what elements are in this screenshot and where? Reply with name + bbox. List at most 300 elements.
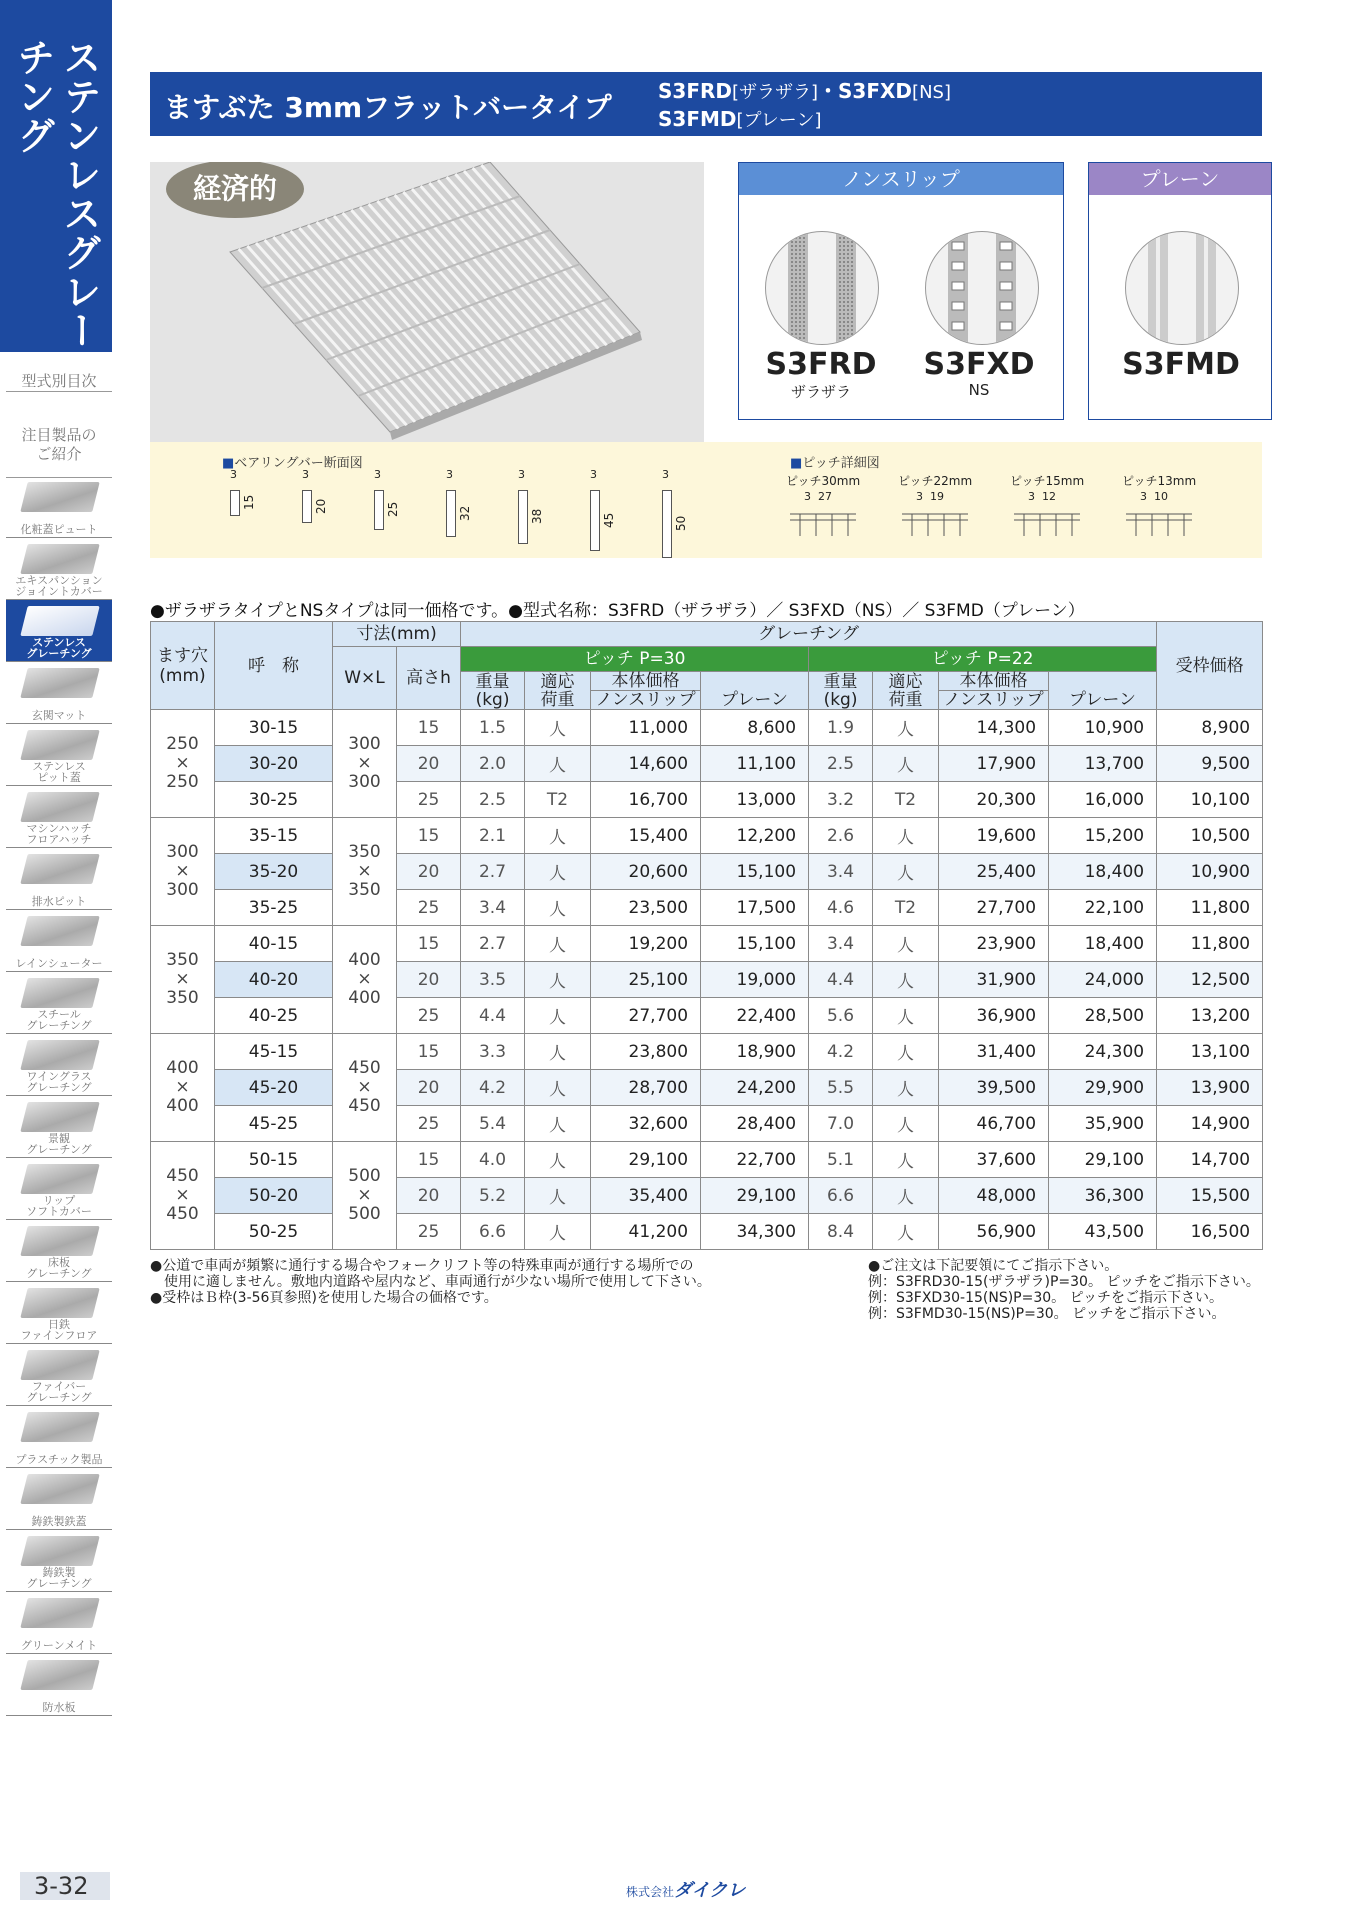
cell-weight-30: 4.2	[461, 1070, 525, 1106]
order-note-line: 例：S3FXD30-15(NS)P=30。 ピッチをご指示下さい。	[868, 1290, 1224, 1306]
cell-frame-price: 15,500	[1157, 1178, 1263, 1214]
table-row	[151, 1106, 1263, 1142]
th-name: 呼 称	[215, 622, 333, 710]
cell-load-22: 人	[873, 1178, 939, 1214]
order-note-line: 例：S3FMD30-15(NS)P=30。 ピッチをご指示下さい。	[868, 1306, 1226, 1322]
cell-frame-price: 14,900	[1157, 1106, 1263, 1142]
cell-name: 40-20	[215, 962, 333, 998]
sidebar-item[interactable]	[6, 1096, 112, 1158]
product-thumbnail	[20, 544, 99, 574]
note-line: ●公道で車両が頻繁に通行する場合やフォークリフト等の特殊車両が通行する場所での	[150, 1258, 694, 1274]
cell-height: 25	[397, 782, 461, 818]
cell-frame-price: 13,200	[1157, 998, 1263, 1034]
cell-name: 30-20	[215, 746, 333, 782]
page-number: 3-32	[20, 1872, 110, 1900]
cell-plain-22: 13,700	[1049, 746, 1157, 782]
sidebar-item[interactable]	[6, 1158, 112, 1220]
cell-name: 50-25	[215, 1214, 333, 1250]
product-thumbnail	[20, 1164, 99, 1194]
sidebar-item-label: マシンハッチ フロアハッチ	[26, 822, 92, 846]
cell-name: 35-20	[215, 854, 333, 890]
note-line: 使用に適しません。敷地内道路や屋内など、車両通行が少ない場所で使用して下さい。	[150, 1274, 711, 1290]
cell-height: 25	[397, 1106, 461, 1142]
cell-plain-30: 15,100	[701, 854, 809, 890]
cell-load-22: 人	[873, 998, 939, 1034]
cell-weight-22: 5.6	[809, 998, 873, 1034]
cell-weight-22: 2.6	[809, 818, 873, 854]
cell-name: 35-15	[215, 818, 333, 854]
cell-load-30: 人	[525, 890, 591, 926]
code-s3fxd: S3FXD	[838, 79, 913, 103]
cell-name: 40-25	[215, 998, 333, 1034]
product-thumbnail	[20, 1660, 99, 1690]
sidebar-item[interactable]	[6, 538, 112, 600]
product-thumbnail	[20, 1350, 99, 1380]
cell-plain-30: 29,100	[701, 1178, 809, 1214]
plain-type-box	[1088, 162, 1272, 420]
nonslip-header: ノンスリップ	[739, 163, 1063, 195]
sidebar-item-label: プラスチック製品	[15, 1453, 103, 1466]
th-pitch-22: ピッチ P=22	[809, 647, 1157, 672]
cell-nonslip-30: 15,400	[591, 818, 701, 854]
cell-nonslip-22: 25,400	[939, 854, 1049, 890]
cell-plain-22: 22,100	[1049, 890, 1157, 926]
cell-weight-22: 5.1	[809, 1142, 873, 1178]
cell-weight-30: 3.3	[461, 1034, 525, 1070]
cell-load-30: 人	[525, 854, 591, 890]
cell-nonslip-30: 27,700	[591, 998, 701, 1034]
cell-nonslip-22: 36,900	[939, 998, 1049, 1034]
s3fxd-sublabel: NS	[968, 381, 990, 399]
cell-plain-22: 35,900	[1049, 1106, 1157, 1142]
cell-load-22: 人	[873, 854, 939, 890]
cell-plain-30: 17,500	[701, 890, 809, 926]
pitch-dims: 3 19	[916, 490, 944, 503]
pitch-dims: 3 10	[1140, 490, 1168, 503]
sidebar-link-featured[interactable]: 注目製品のご紹介	[6, 426, 112, 478]
code-s3fmd-sub: [プレーン]	[736, 110, 822, 131]
sidebar-item-label: 床板 グレーチング	[26, 1256, 92, 1280]
cell-masu: 450 × 450	[151, 1142, 215, 1250]
cell-plain-22: 15,200	[1049, 818, 1157, 854]
table-row	[151, 890, 1263, 926]
cell-plain-22: 16,000	[1049, 782, 1157, 818]
cell-load-30: 人	[525, 926, 591, 962]
cell-load-22: 人	[873, 818, 939, 854]
sidebar-item[interactable]	[6, 1654, 112, 1716]
cell-plain-22: 18,400	[1049, 926, 1157, 962]
cell-plain-30: 18,900	[701, 1034, 809, 1070]
sidebar-item[interactable]	[6, 1592, 112, 1654]
order-note-line: 例：S3FRD30-15(ザラザラ)P=30。 ピッチをご指示下さい。	[868, 1274, 1260, 1290]
bearing-title: ■ ベアリングバー断面図	[222, 452, 363, 471]
sidebar-item-label: グリーンメイト	[20, 1639, 98, 1652]
cell-frame-price: 10,100	[1157, 782, 1263, 818]
cell-frame-price: 12,500	[1157, 962, 1263, 998]
th-plain-30: プレーン	[701, 672, 809, 710]
th-masu: ます穴 (mm)	[151, 622, 215, 710]
sidebar-item-label: ステンレス ピット蓋	[32, 760, 86, 784]
cell-nonslip-30: 14,600	[591, 746, 701, 782]
cell-plain-22: 24,000	[1049, 962, 1157, 998]
price-table	[150, 621, 1262, 1250]
product-thumbnail	[20, 1040, 99, 1070]
bearing-height: 45	[602, 512, 616, 528]
cell-load-30: 人	[525, 1142, 591, 1178]
cell-load-22: 人	[873, 746, 939, 782]
company-logo: 株式会社ダイクレ	[626, 1880, 746, 1901]
s3fmd-label: S3FMD	[1122, 347, 1240, 382]
bearing-bar-shape	[446, 490, 456, 537]
table-body	[151, 710, 1263, 1250]
pitch-label: ピッチ22mm	[898, 474, 973, 488]
cell-nonslip-30: 25,100	[591, 962, 701, 998]
cell-load-30: 人	[525, 962, 591, 998]
cell-name: 40-15	[215, 926, 333, 962]
s3fxd-texture	[925, 231, 1039, 345]
bearing-height: 20	[314, 498, 328, 514]
sidebar-item[interactable]	[6, 972, 112, 1034]
cell-load-22: 人	[873, 710, 939, 746]
cell-nonslip-22: 20,300	[939, 782, 1049, 818]
cell-masu: 300 × 300	[151, 818, 215, 926]
table-row	[151, 1178, 1263, 1214]
th-wxl: W×L	[333, 647, 397, 710]
cell-load-22: 人	[873, 1034, 939, 1070]
bearing-width: 3	[662, 468, 669, 481]
sidebar-item-label: 防水板	[42, 1701, 76, 1714]
pitch-diagram	[1122, 472, 1222, 503]
cell-name: 45-20	[215, 1070, 333, 1106]
cell-weight-30: 2.5	[461, 782, 525, 818]
th-nonslip-22: 本体価格 ノンスリップ	[939, 672, 1049, 710]
table-row	[151, 854, 1263, 890]
cell-nonslip-22: 39,500	[939, 1070, 1049, 1106]
cell-plain-30: 8,600	[701, 710, 809, 746]
cell-nonslip-22: 19,600	[939, 818, 1049, 854]
th-weight-22: 重量 (kg)	[809, 672, 873, 710]
cell-weight-30: 2.1	[461, 818, 525, 854]
product-thumbnail	[20, 916, 99, 946]
cell-name: 35-25	[215, 890, 333, 926]
sidebar-item-label: スチール グレーチング	[26, 1008, 92, 1032]
cell-load-30: 人	[525, 1070, 591, 1106]
cell-weight-30: 5.2	[461, 1178, 525, 1214]
cell-height: 20	[397, 854, 461, 890]
pitch-shape	[902, 508, 972, 538]
cell-masu: 400 × 400	[151, 1034, 215, 1142]
sidebar-item-label: 景観 グレーチング	[26, 1132, 92, 1156]
product-thumbnail	[20, 854, 99, 884]
sidebar-item[interactable]	[6, 786, 112, 848]
code-s3frd: S3FRD	[658, 79, 732, 103]
cell-load-30: 人	[525, 710, 591, 746]
cell-plain-22: 24,300	[1049, 1034, 1157, 1070]
code-s3fmd: S3FMD	[658, 107, 737, 131]
sidebar-item[interactable]	[6, 1468, 112, 1530]
cell-frame-price: 10,900	[1157, 854, 1263, 890]
product-thumbnail	[20, 730, 99, 760]
product-thumbnail	[20, 1288, 99, 1318]
page-title: ますぶた 3mmフラットバータイプ	[164, 91, 612, 124]
th-plain-22: プレーン	[1049, 672, 1157, 710]
cell-frame-price: 11,800	[1157, 926, 1263, 962]
cell-weight-30: 6.6	[461, 1214, 525, 1250]
cell-height: 25	[397, 998, 461, 1034]
cell-plain-22: 29,100	[1049, 1142, 1157, 1178]
bearing-bar-shape	[302, 490, 312, 523]
cell-weight-22: 5.5	[809, 1070, 873, 1106]
cell-name: 50-15	[215, 1142, 333, 1178]
cell-name: 45-25	[215, 1106, 333, 1142]
cell-weight-30: 4.0	[461, 1142, 525, 1178]
economy-badge: 経済的	[166, 162, 304, 218]
model-codes	[658, 78, 951, 134]
cell-load-30: 人	[525, 1178, 591, 1214]
cell-name: 30-15	[215, 710, 333, 746]
pitch-shape	[1014, 508, 1084, 538]
bearing-height: 50	[674, 515, 688, 531]
cell-name: 30-25	[215, 782, 333, 818]
cell-load-22: 人	[873, 1214, 939, 1250]
cell-load-30: 人	[525, 746, 591, 782]
cell-weight-22: 3.4	[809, 854, 873, 890]
cell-plain-30: 13,000	[701, 782, 809, 818]
sidebar-item-label: エキスパンション ジョイントカバー	[15, 574, 103, 598]
bearing-width: 3	[230, 468, 237, 481]
cell-load-30: 人	[525, 1214, 591, 1250]
sidebar-item[interactable]	[6, 1530, 112, 1592]
cell-frame-price: 13,900	[1157, 1070, 1263, 1106]
sidebar-item-label: 鋳鉄製鉄蓋	[31, 1515, 87, 1528]
sidebar-item-label: 日鉄 ファインフロア	[20, 1318, 98, 1342]
cell-weight-30: 2.7	[461, 854, 525, 890]
cell-plain-30: 34,300	[701, 1214, 809, 1250]
cell-name: 45-15	[215, 1034, 333, 1070]
cell-nonslip-22: 17,900	[939, 746, 1049, 782]
cell-nonslip-30: 20,600	[591, 854, 701, 890]
cell-load-22: T2	[873, 890, 939, 926]
cell-load-30: 人	[525, 998, 591, 1034]
product-thumbnail	[20, 792, 99, 822]
sidebar-item[interactable]	[6, 600, 112, 662]
cell-wxl: 350 × 350	[333, 818, 397, 926]
pitch-shape	[1126, 508, 1196, 538]
cell-height: 15	[397, 818, 461, 854]
pitch-shape	[790, 508, 860, 538]
cell-plain-30: 19,000	[701, 962, 809, 998]
cell-weight-30: 3.4	[461, 890, 525, 926]
cell-plain-22: 28,500	[1049, 998, 1157, 1034]
bearing-width: 3	[374, 468, 381, 481]
cell-height: 25	[397, 1214, 461, 1250]
code-s3frd-sub: [ザラザラ]	[731, 82, 819, 103]
cell-weight-22: 4.2	[809, 1034, 873, 1070]
cell-frame-price: 14,700	[1157, 1142, 1263, 1178]
table-row	[151, 1070, 1263, 1106]
table-note: ●ザラザラタイプとNSタイプは同一価格です。●型式名称：S3FRD（ザラザラ）／ S3FXD（NS）／ S3FMD（プレーン）	[150, 601, 1085, 621]
s3frd-label: S3FRD	[765, 347, 877, 382]
cell-weight-30: 2.7	[461, 926, 525, 962]
s3fxd-label: S3FXD	[923, 347, 1035, 382]
sidebar-item[interactable]	[6, 1282, 112, 1344]
sidebar-item-label: 玄関マット	[31, 709, 87, 722]
cell-height: 20	[397, 962, 461, 998]
cell-load-22: 人	[873, 1070, 939, 1106]
sidebar-item-label: 鋳鉄製 グレーチング	[26, 1566, 92, 1590]
nonslip-type-box	[738, 162, 1064, 420]
cell-plain-30: 28,400	[701, 1106, 809, 1142]
cell-plain-22: 29,900	[1049, 1070, 1157, 1106]
cell-masu: 250 × 250	[151, 710, 215, 818]
product-thumbnail	[20, 606, 99, 636]
bearing-width: 3	[590, 468, 597, 481]
cell-height: 15	[397, 1142, 461, 1178]
sidebar-item[interactable]	[6, 724, 112, 786]
cell-plain-22: 36,300	[1049, 1178, 1157, 1214]
sidebar-item[interactable]	[6, 662, 112, 724]
sidebar-item[interactable]	[6, 1220, 112, 1282]
sidebar-category	[0, 0, 112, 352]
pitch-label: ピッチ30mm	[786, 474, 861, 488]
s3frd-sublabel: ザラザラ	[790, 383, 851, 401]
cell-load-30: T2	[525, 782, 591, 818]
diagram-band	[150, 442, 1262, 558]
cell-masu: 350 × 350	[151, 926, 215, 1034]
sidebar-item[interactable]	[6, 848, 112, 910]
cell-weight-30: 4.4	[461, 998, 525, 1034]
s3frd-texture	[765, 231, 879, 345]
cell-plain-30: 22,700	[701, 1142, 809, 1178]
sidebar-item-label: リップ ソフトカバー	[26, 1194, 92, 1218]
th-frame-price: 受枠価格	[1157, 622, 1263, 710]
th-pitch-30: ピッチ P=30	[461, 647, 809, 672]
cell-wxl: 400 × 400	[333, 926, 397, 1034]
cell-weight-22: 3.4	[809, 926, 873, 962]
pitch-label: ピッチ13mm	[1122, 474, 1197, 488]
bearing-width: 3	[446, 468, 453, 481]
pitch-title: ■ ピッチ詳細図	[790, 452, 880, 471]
table-row	[151, 710, 1263, 746]
cell-plain-22: 18,400	[1049, 854, 1157, 890]
sidebar-item[interactable]	[6, 1344, 112, 1406]
cell-nonslip-22: 23,900	[939, 926, 1049, 962]
cell-nonslip-22: 56,900	[939, 1214, 1049, 1250]
cell-wxl: 300 × 300	[333, 710, 397, 818]
cell-weight-22: 8.4	[809, 1214, 873, 1250]
cell-nonslip-30: 29,100	[591, 1142, 701, 1178]
sidebar-link-index[interactable]: 型式別目次	[6, 372, 112, 392]
cell-nonslip-30: 16,700	[591, 782, 701, 818]
cell-nonslip-30: 35,400	[591, 1178, 701, 1214]
th-load-30: 適応 荷重	[525, 672, 591, 710]
cell-nonslip-22: 27,700	[939, 890, 1049, 926]
cell-plain-30: 15,100	[701, 926, 809, 962]
product-thumbnail	[20, 1412, 99, 1442]
product-thumbnail	[20, 482, 99, 512]
cell-nonslip-30: 23,800	[591, 1034, 701, 1070]
cell-plain-30: 11,100	[701, 746, 809, 782]
product-thumbnail	[20, 1102, 99, 1132]
cell-nonslip-30: 28,700	[591, 1070, 701, 1106]
cell-weight-22: 6.6	[809, 1178, 873, 1214]
cell-load-30: 人	[525, 1106, 591, 1142]
cell-plain-30: 24,200	[701, 1070, 809, 1106]
cell-nonslip-22: 48,000	[939, 1178, 1049, 1214]
bearing-width: 3	[302, 468, 309, 481]
cell-plain-22: 10,900	[1049, 710, 1157, 746]
cell-nonslip-22: 31,900	[939, 962, 1049, 998]
bearing-bar-shape	[662, 490, 672, 558]
note-line: ●受枠はＢ枠(3-56頁参照)を使用した場合の価格です。	[150, 1290, 498, 1306]
product-thumbnail	[20, 1598, 99, 1628]
cell-frame-price: 13,100	[1157, 1034, 1263, 1070]
cell-height: 15	[397, 710, 461, 746]
cell-weight-22: 4.6	[809, 890, 873, 926]
cell-nonslip-22: 31,400	[939, 1034, 1049, 1070]
cell-height: 15	[397, 926, 461, 962]
table-row	[151, 926, 1263, 962]
cell-wxl: 500 × 500	[333, 1142, 397, 1250]
plain-header: プレーン	[1089, 163, 1271, 195]
product-thumbnail	[20, 1474, 99, 1504]
sidebar-item[interactable]	[6, 1034, 112, 1096]
cell-weight-30: 1.5	[461, 710, 525, 746]
bearing-bar-shape	[590, 490, 600, 551]
cell-nonslip-30: 19,200	[591, 926, 701, 962]
pitch-diagram	[786, 472, 886, 503]
pitch-diagram	[898, 472, 998, 503]
product-thumbnail	[20, 1536, 99, 1566]
product-thumbnail	[20, 1226, 99, 1256]
cell-load-30: 人	[525, 818, 591, 854]
bearing-width: 3	[518, 468, 525, 481]
s3fmd-texture	[1125, 231, 1239, 345]
pitch-diagram	[1010, 472, 1110, 503]
cell-frame-price: 8,900	[1157, 710, 1263, 746]
table-row	[151, 782, 1263, 818]
product-thumbnail	[20, 978, 99, 1008]
bearing-bar-shape	[374, 490, 384, 530]
sidebar-item[interactable]	[6, 476, 112, 538]
cell-weight-22: 4.4	[809, 962, 873, 998]
cell-nonslip-30: 41,200	[591, 1214, 701, 1250]
cell-frame-price: 10,500	[1157, 818, 1263, 854]
table-row	[151, 746, 1263, 782]
cell-nonslip-30: 23,500	[591, 890, 701, 926]
product-photo	[150, 162, 704, 442]
table-row	[151, 1214, 1263, 1250]
cell-load-22: 人	[873, 1106, 939, 1142]
bearing-bar-shape	[230, 490, 240, 516]
cell-frame-price: 9,500	[1157, 746, 1263, 782]
cell-height: 20	[397, 1070, 461, 1106]
table-row	[151, 998, 1263, 1034]
sidebar-item[interactable]	[6, 1406, 112, 1468]
th-weight-30: 重量 (kg)	[461, 672, 525, 710]
cell-height: 15	[397, 1034, 461, 1070]
cell-load-22: 人	[873, 1142, 939, 1178]
bearing-height: 25	[386, 501, 400, 517]
bearing-height: 38	[530, 508, 544, 524]
cell-plain-22: 43,500	[1049, 1214, 1157, 1250]
bearing-height: 32	[458, 505, 472, 521]
cell-plain-30: 22,400	[701, 998, 809, 1034]
cell-wxl: 450 × 450	[333, 1034, 397, 1142]
cell-weight-22: 1.9	[809, 710, 873, 746]
cell-weight-30: 3.5	[461, 962, 525, 998]
sidebar-item[interactable]	[6, 910, 112, 972]
